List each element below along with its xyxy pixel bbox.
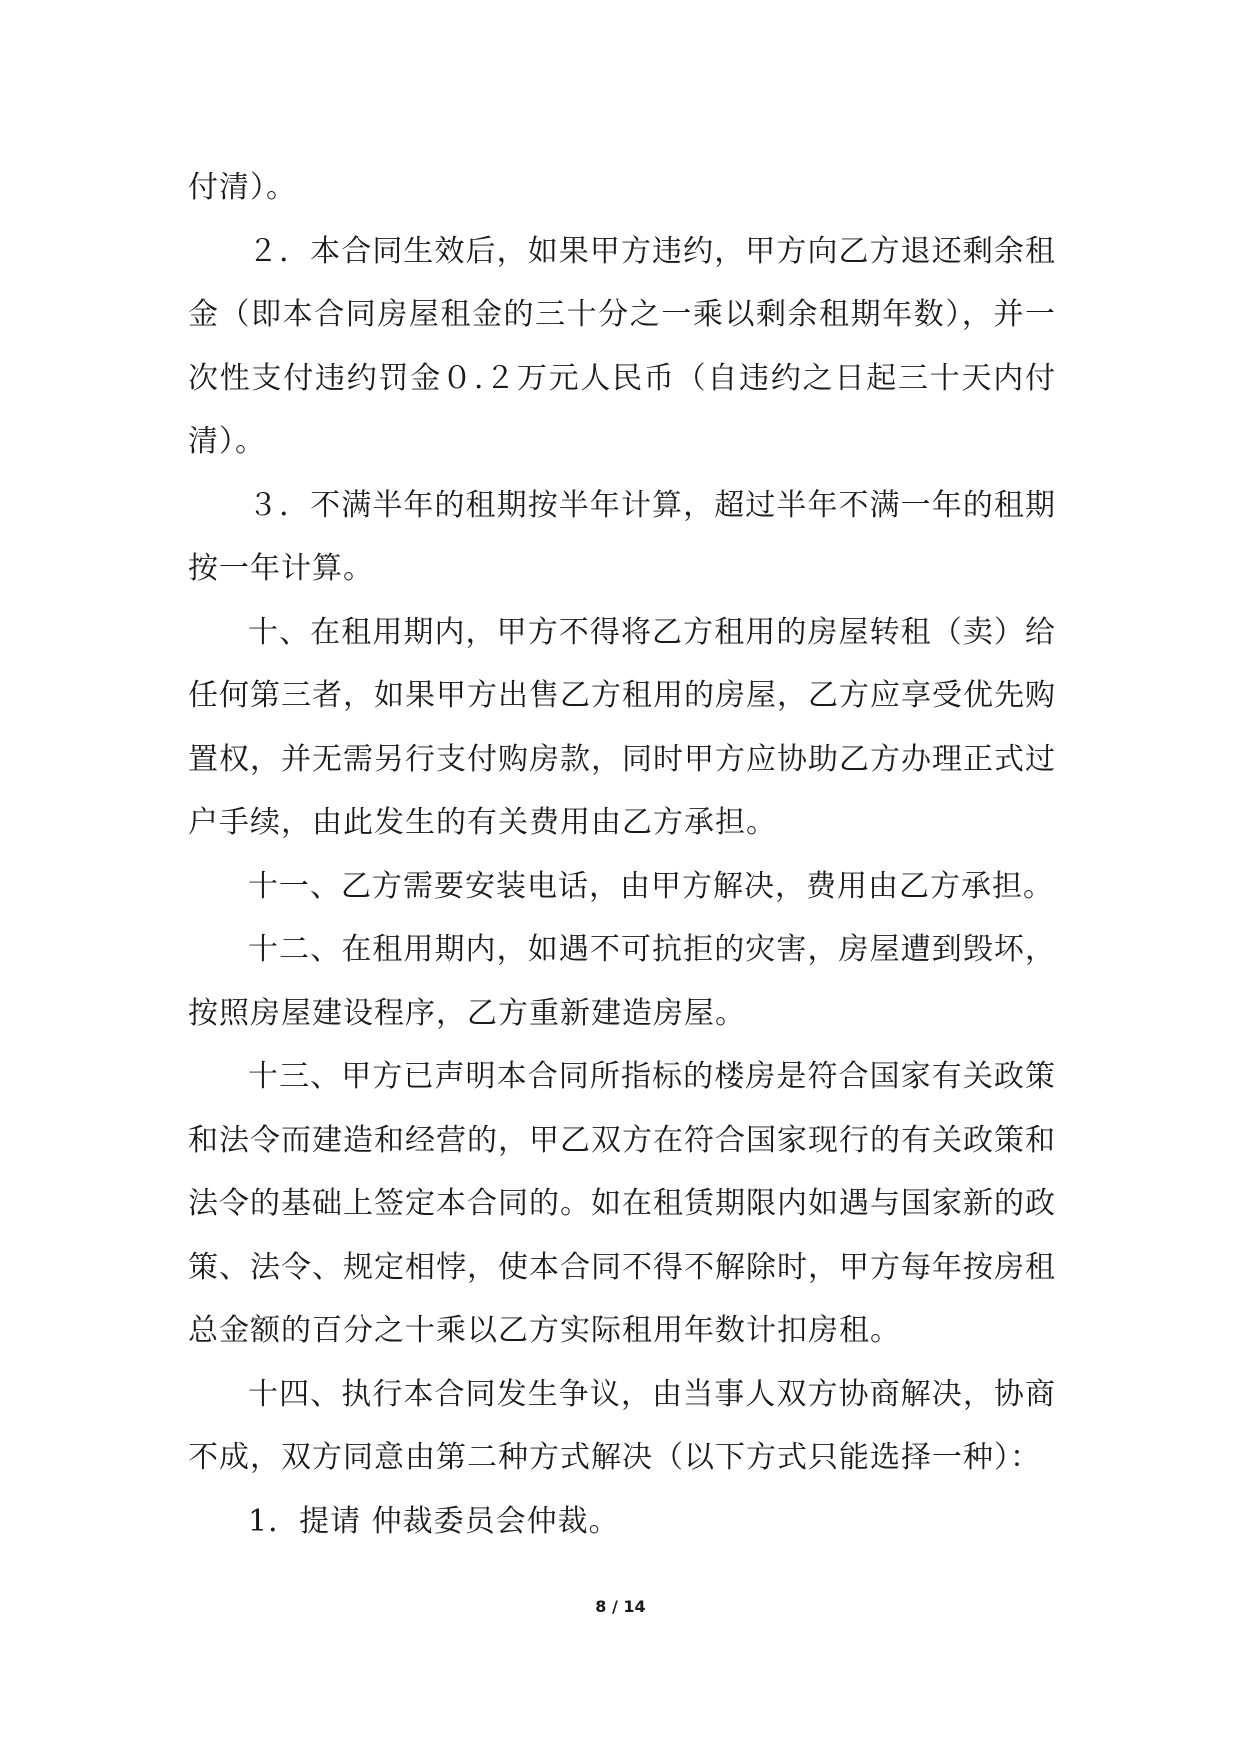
paragraph-clause-14: 十四、执行本合同发生争议，由当事人双方协商解决，协商不成，双方同意由第二种方式解决（以下方式只能选择一种）：: [188, 1376, 1056, 1475]
paragraph-clause-14-1: 1．提请 仲裁委员会仲裁。: [248, 1503, 620, 1539]
paragraph-clause-12: 十二、在租用期内，如遇不可抗拒的灾害，房屋遭到毁坏，按照房屋建设程序，乙方重新建造房屋。: [188, 932, 1056, 1031]
paragraph-continuation: 付清）。: [188, 170, 297, 205]
paragraph-clause-11: 十一、乙方需要安装电话，由甲方解决，费用由乙方承担。: [248, 868, 1054, 904]
paragraph-clause-9-3: ３．不满半年的租期按半年计算，超过半年不满一年的租期按一年计算。: [188, 487, 1056, 586]
page-number: 8 / 14: [595, 1597, 646, 1616]
document-body: [188, 156, 1056, 1553]
paragraph-clause-13: 十三、甲方已声明本合同所指标的楼房是符合国家有关政策和法令而建造和经营的，甲乙双方在符合国家现行的有关政策和法令的基础上签定本合同的。如在租赁期限内如遇与国家新的政策、法令、规定相悖，使本合同不得不解除时，甲方每年按房租总金额的百分之十乘以乙方实际租用年数计扣房租。: [188, 1059, 1056, 1348]
paragraph-clause-10: 十、在租用期内，甲方不得将乙方租用的房屋转租（卖）给任何第三者，如果甲方出售乙方租用的房屋，乙方应享受优先购置权，并无需另行支付购房款，同时甲方应协助乙方办理正式过户手续，由此发生的有关费用由乙方承担。: [188, 614, 1056, 840]
paragraph-clause-9-2: ２．本合同生效后，如果甲方违约，甲方向乙方退还剩余租金（即本合同房屋租金的三十分之一乘以剩余租期年数），并一次性支付违约罚金０.２万元人民币（自违约之日起三十天内付清）。: [188, 233, 1056, 459]
